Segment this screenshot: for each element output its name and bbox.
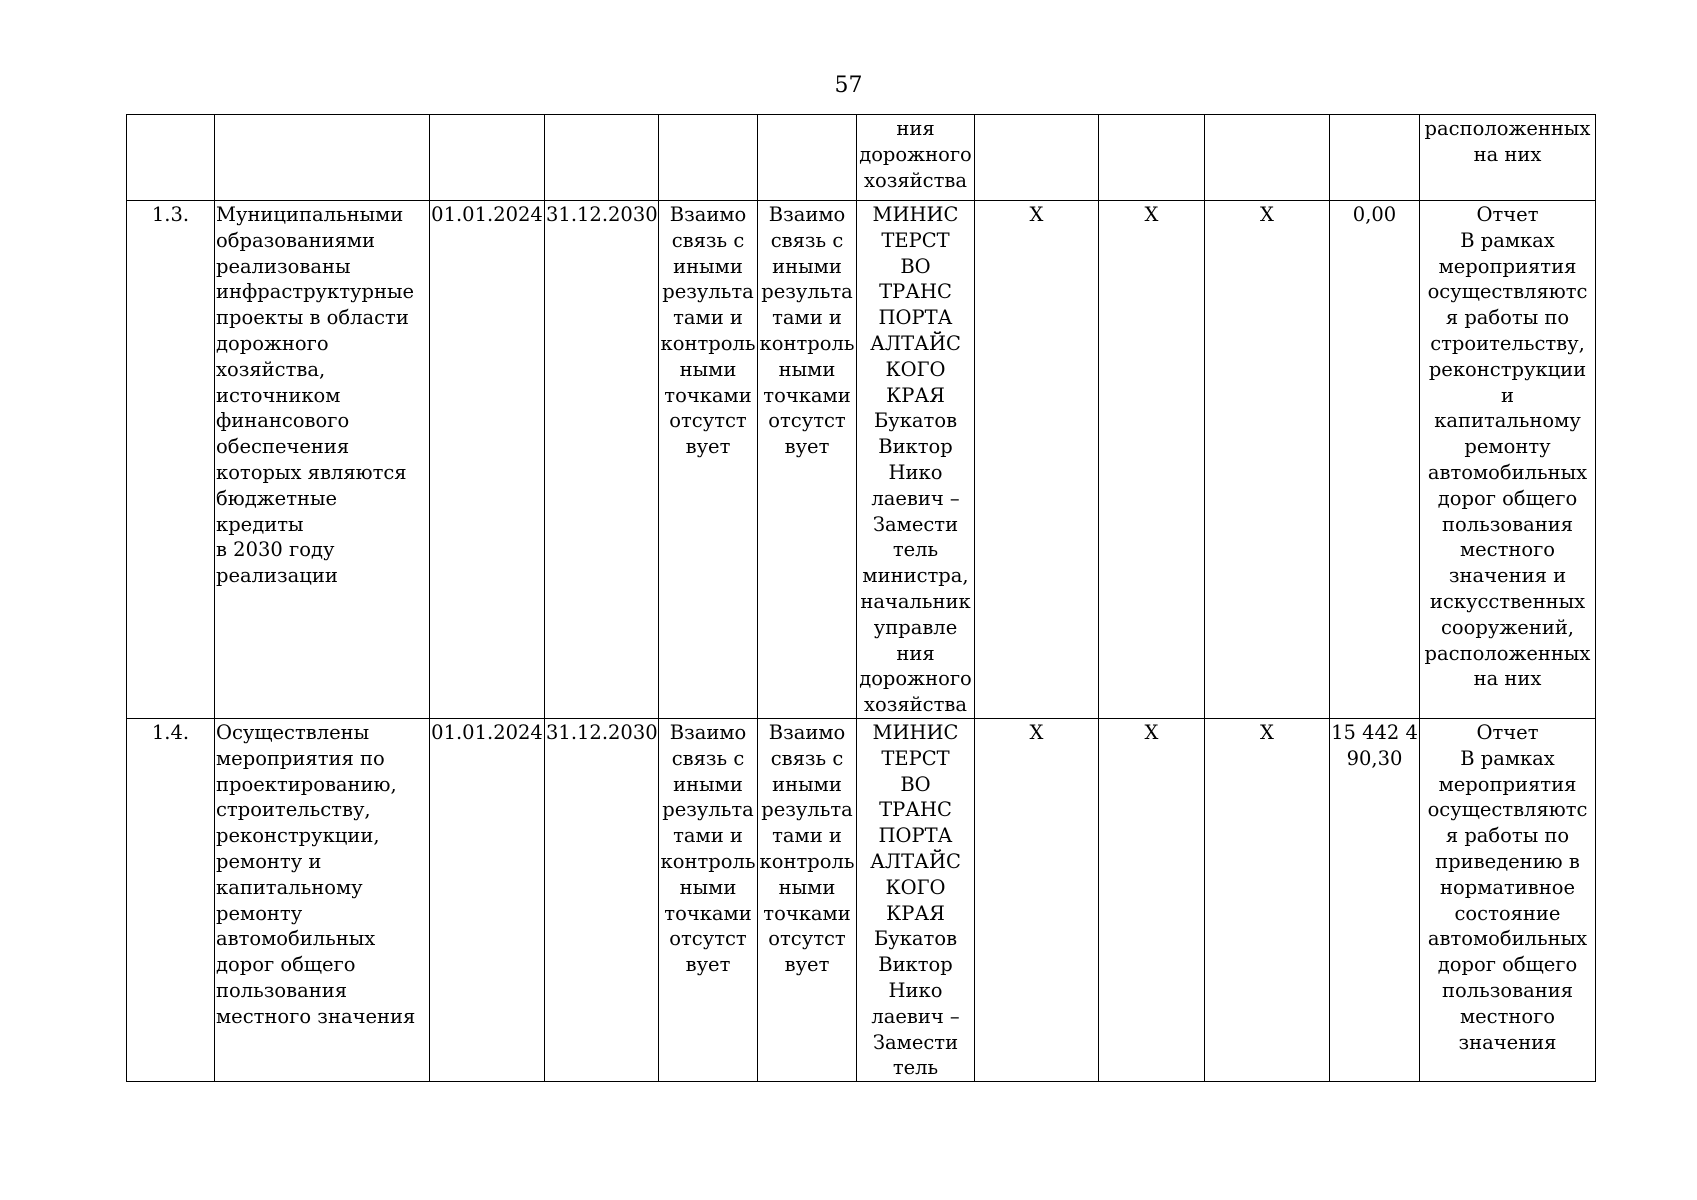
result-name-cell-line: реализации <box>216 564 338 588</box>
result-name-cell-line: финансового <box>216 409 350 433</box>
report-cell-line: дорог общего <box>1437 953 1578 977</box>
report-cell-line: строительству, <box>1430 331 1585 355</box>
link-cell-1-line: результа <box>662 280 754 304</box>
report-cell-line: Отчет <box>1476 203 1539 226</box>
link-cell-2-line: результа <box>761 798 853 822</box>
responsible-cell-line: дорожного <box>859 667 972 691</box>
amount-cell-line: 0,00 <box>1352 203 1397 226</box>
responsible-cell-line: ПОРТА <box>878 306 953 330</box>
result-name-cell-line: местного значения <box>216 1004 416 1028</box>
result-name-cell-line: в 2030 году <box>216 538 335 562</box>
link-cell-1-line: связь с <box>671 228 745 252</box>
result-name-cell-line: образованиями <box>216 228 376 252</box>
link-cell-2-line: связь с <box>770 746 844 770</box>
report-cell-line: автомобильных <box>1427 927 1588 951</box>
start-date-cell: 01.01.2024 <box>430 201 545 719</box>
link-cell-2-line: иными <box>772 772 842 796</box>
result-name-cell-line: реализованы <box>216 254 351 278</box>
report-cell-line: пользования <box>1441 978 1573 1002</box>
report-cell-line: В рамках <box>1460 746 1555 770</box>
result-name-cell-line: источником <box>216 383 341 407</box>
link-cell-1-line: отсутст <box>669 927 747 951</box>
responsible-cell-line: Нико <box>888 978 943 1002</box>
responsible-cell-line: тель <box>892 538 939 562</box>
responsible-cell-line: ния <box>896 117 935 140</box>
x-cell-1 <box>975 115 1099 201</box>
link-cell-2-line: ными <box>778 875 836 899</box>
report-cell-line: нормативное <box>1439 875 1576 899</box>
report-cell-line: осуществляютс <box>1427 798 1588 822</box>
link-cell-2-line: отсутст <box>768 409 846 433</box>
result-name-cell-line: мероприятия по <box>216 746 385 770</box>
link-cell-1-line: Взаимо <box>669 720 747 744</box>
report-cell-line: расположенных <box>1424 117 1591 140</box>
link-cell-1-line: вует <box>685 435 731 459</box>
responsible-cell-line: МИНИС <box>872 203 959 226</box>
link-cell-2-line: связь с <box>770 228 844 252</box>
report-cell-line: осуществляютс <box>1427 280 1588 304</box>
x-cell-3: X <box>1205 201 1330 719</box>
responsible-cell-line: АЛТАЙС <box>870 331 961 355</box>
report-cell-line: пользования <box>1441 512 1573 536</box>
end-date-cell <box>545 115 659 201</box>
responsible-cell-line: лаевич – <box>871 1004 960 1028</box>
responsible-cell-line: Замести <box>872 1030 959 1054</box>
responsible-cell-line: ВО <box>900 254 931 278</box>
responsible-cell-line: тель <box>892 1056 939 1080</box>
amount-cell-line: 90,30 <box>1346 746 1403 770</box>
link-cell-2-line: отсутст <box>768 927 846 951</box>
x-cell-1: X <box>975 718 1099 1081</box>
result-name-cell-line: которых являются <box>216 460 407 484</box>
responsible-cell <box>857 115 975 201</box>
result-name-cell-line: проекты в области <box>216 306 409 330</box>
result-name-cell-line: бюджетные кредиты <box>216 486 338 536</box>
x-cell-2: X <box>1099 201 1205 719</box>
x-cell-2: X <box>1099 718 1205 1081</box>
responsible-cell-line: дорожного <box>859 142 972 166</box>
report-cell-line: на них <box>1473 667 1542 691</box>
responsible-cell-line: КРАЯ <box>886 383 945 407</box>
responsible-cell-line: Букатов <box>873 927 958 951</box>
link-cell-2-line: иными <box>772 254 842 278</box>
report-cell <box>1420 201 1596 719</box>
link-cell-1-line: иными <box>673 254 743 278</box>
link-cell-1 <box>659 201 758 719</box>
report-cell-line: состояние <box>1454 901 1561 925</box>
link-cell-2-line: тами и <box>772 824 842 848</box>
link-cell-1-line: ными <box>679 875 737 899</box>
report-cell-line: значения <box>1458 1030 1557 1054</box>
responsible-cell-line: Виктор <box>878 435 953 459</box>
report-cell-line: Отчет <box>1476 720 1539 744</box>
responsible-cell-line: Букатов <box>873 409 958 433</box>
link-cell-1-line: иными <box>673 772 743 796</box>
x-cell-3: X <box>1205 718 1330 1081</box>
responsible-cell-line: Нико <box>888 460 943 484</box>
report-cell-line: ремонту <box>1464 435 1551 459</box>
link-cell-2-line: точками <box>763 901 851 925</box>
responsible-cell-line: ПОРТА <box>878 824 953 848</box>
report-cell-line: приведению в <box>1435 849 1580 873</box>
responsible-cell-line: ТРАНС <box>879 798 952 822</box>
result-name-cell-line: проектированию, <box>216 772 397 796</box>
responsible-cell-line: хозяйства <box>864 693 967 717</box>
report-cell-line: искусственных <box>1429 589 1586 613</box>
link-cell-1-line: вует <box>685 953 731 977</box>
report-cell-line: и <box>1501 383 1514 407</box>
report-cell-line: автомобильных <box>1427 460 1588 484</box>
responsible-cell-line: ния <box>896 641 935 665</box>
link-cell-1-line: связь с <box>671 746 745 770</box>
responsible-cell-line: Замести <box>872 512 959 536</box>
result-name-cell <box>215 718 430 1081</box>
link-cell-1-line: Взаимо <box>669 203 747 226</box>
table-row <box>127 115 1596 201</box>
responsible-cell-line: ТРАНС <box>879 280 952 304</box>
responsible-cell <box>857 718 975 1081</box>
responsible-cell-line: лаевич – <box>871 486 960 510</box>
amount-cell <box>1330 718 1420 1081</box>
responsible-cell-line: МИНИС <box>872 720 959 744</box>
report-cell <box>1420 115 1596 201</box>
amount-cell <box>1330 201 1420 719</box>
result-name-cell-line: инфраструктурные <box>216 280 415 304</box>
table-row <box>127 718 1596 1081</box>
report-cell-line: местного <box>1459 538 1556 562</box>
link-cell-2-line: результа <box>761 280 853 304</box>
link-cell-2-line: вует <box>784 953 830 977</box>
result-name-cell-line: автомобильных <box>216 927 376 951</box>
link-cell-2-line: тами и <box>772 306 842 330</box>
link-cell-1-line: результа <box>662 798 754 822</box>
result-name-cell-line: ремонту <box>216 901 303 925</box>
report-cell-line: дорог общего <box>1437 486 1578 510</box>
link-cell-1-line: контроль <box>660 331 756 355</box>
report-cell-line: реконструкции <box>1428 357 1587 381</box>
end-date-cell: 31.12.2030 <box>545 718 659 1081</box>
link-cell-1-line: точками <box>664 383 752 407</box>
report-cell-line: на них <box>1473 142 1542 166</box>
page-number: 57 <box>834 73 863 98</box>
x-cell-1: X <box>975 201 1099 719</box>
result-name-cell-line: ремонту и <box>216 849 322 873</box>
x-cell-2 <box>1099 115 1205 201</box>
row-number-cell: 1.4. <box>127 718 215 1081</box>
start-date-cell <box>430 115 545 201</box>
link-cell-1-line: ными <box>679 357 737 381</box>
result-name-cell <box>215 201 430 719</box>
result-name-cell-line: строительству, <box>216 798 371 822</box>
link-cell-2-line: контроль <box>759 849 855 873</box>
responsible-cell-line: министра, <box>862 564 969 588</box>
link-cell-1-line: отсутст <box>669 409 747 433</box>
link-cell-2-line: вует <box>784 435 830 459</box>
amount-cell <box>1330 115 1420 201</box>
link-cell-1-line: точками <box>664 901 752 925</box>
report-cell <box>1420 718 1596 1081</box>
link-cell-2-line: Взаимо <box>768 720 846 744</box>
link-cell-2-line: ными <box>778 357 836 381</box>
report-cell-line: мероприятия <box>1438 772 1577 796</box>
x-cell-3 <box>1205 115 1330 201</box>
report-cell-line: я работы по <box>1445 824 1570 848</box>
link-cell-2-line: точками <box>763 383 851 407</box>
responsible-cell-line: КРАЯ <box>886 901 945 925</box>
report-cell-line: сооружений, <box>1440 615 1575 639</box>
link-cell-2 <box>758 718 857 1081</box>
link-cell-2-line: Взаимо <box>768 203 846 226</box>
link-cell-2-line: контроль <box>759 331 855 355</box>
responsible-cell-line: ТЕРСТ <box>881 228 950 252</box>
link-cell-1 <box>659 115 758 201</box>
result-name-cell-line: обеспечения <box>216 435 350 459</box>
report-cell-line: я работы по <box>1445 306 1570 330</box>
start-date-cell: 01.01.2024 <box>430 718 545 1081</box>
report-cell-line: мероприятия <box>1438 254 1577 278</box>
report-cell-line: местного <box>1459 1004 1556 1028</box>
end-date-cell: 31.12.2030 <box>545 201 659 719</box>
result-name-cell-line: Муниципальными <box>216 203 404 226</box>
report-cell-line: В рамках <box>1460 228 1555 252</box>
responsible-cell-line: начальник <box>860 589 971 613</box>
responsible-cell-line: управле <box>873 615 958 639</box>
result-name-cell-line: дорожного <box>216 331 329 355</box>
result-name-cell-line: реконструкции, <box>216 824 380 848</box>
responsible-cell-line: ТЕРСТ <box>881 746 950 770</box>
result-name-cell-line: хозяйства, <box>216 357 326 381</box>
result-name-cell-line: капитальному <box>216 875 363 899</box>
result-name-cell <box>215 115 430 201</box>
result-name-cell-line: пользования <box>216 978 348 1002</box>
link-cell-1-line: тами и <box>673 824 743 848</box>
link-cell-2 <box>758 201 857 719</box>
responsible-cell-line: Виктор <box>878 953 953 977</box>
responsible-cell-line: хозяйства <box>864 168 967 192</box>
link-cell-1-line: контроль <box>660 849 756 873</box>
result-name-cell-line: Осуществлены <box>216 720 370 744</box>
amount-cell-line: 15 442 4 <box>1331 720 1418 744</box>
table-row <box>127 201 1596 719</box>
responsible-cell-line: АЛТАЙС <box>870 849 961 873</box>
responsible-cell-line: КОГО <box>885 357 946 381</box>
row-number-cell: 1.3. <box>127 201 215 719</box>
report-cell-line: капитальному <box>1434 409 1581 433</box>
report-cell-line: значения и <box>1448 564 1567 588</box>
report-cell-line: расположенных <box>1424 641 1591 665</box>
measures-table <box>126 114 1596 1082</box>
responsible-cell <box>857 201 975 719</box>
responsible-cell-line: ВО <box>900 772 931 796</box>
link-cell-1 <box>659 718 758 1081</box>
link-cell-2 <box>758 115 857 201</box>
responsible-cell-line: КОГО <box>885 875 946 899</box>
result-name-cell-line: дорог общего <box>216 953 356 977</box>
link-cell-1-line: тами и <box>673 306 743 330</box>
row-number-cell <box>127 115 215 201</box>
